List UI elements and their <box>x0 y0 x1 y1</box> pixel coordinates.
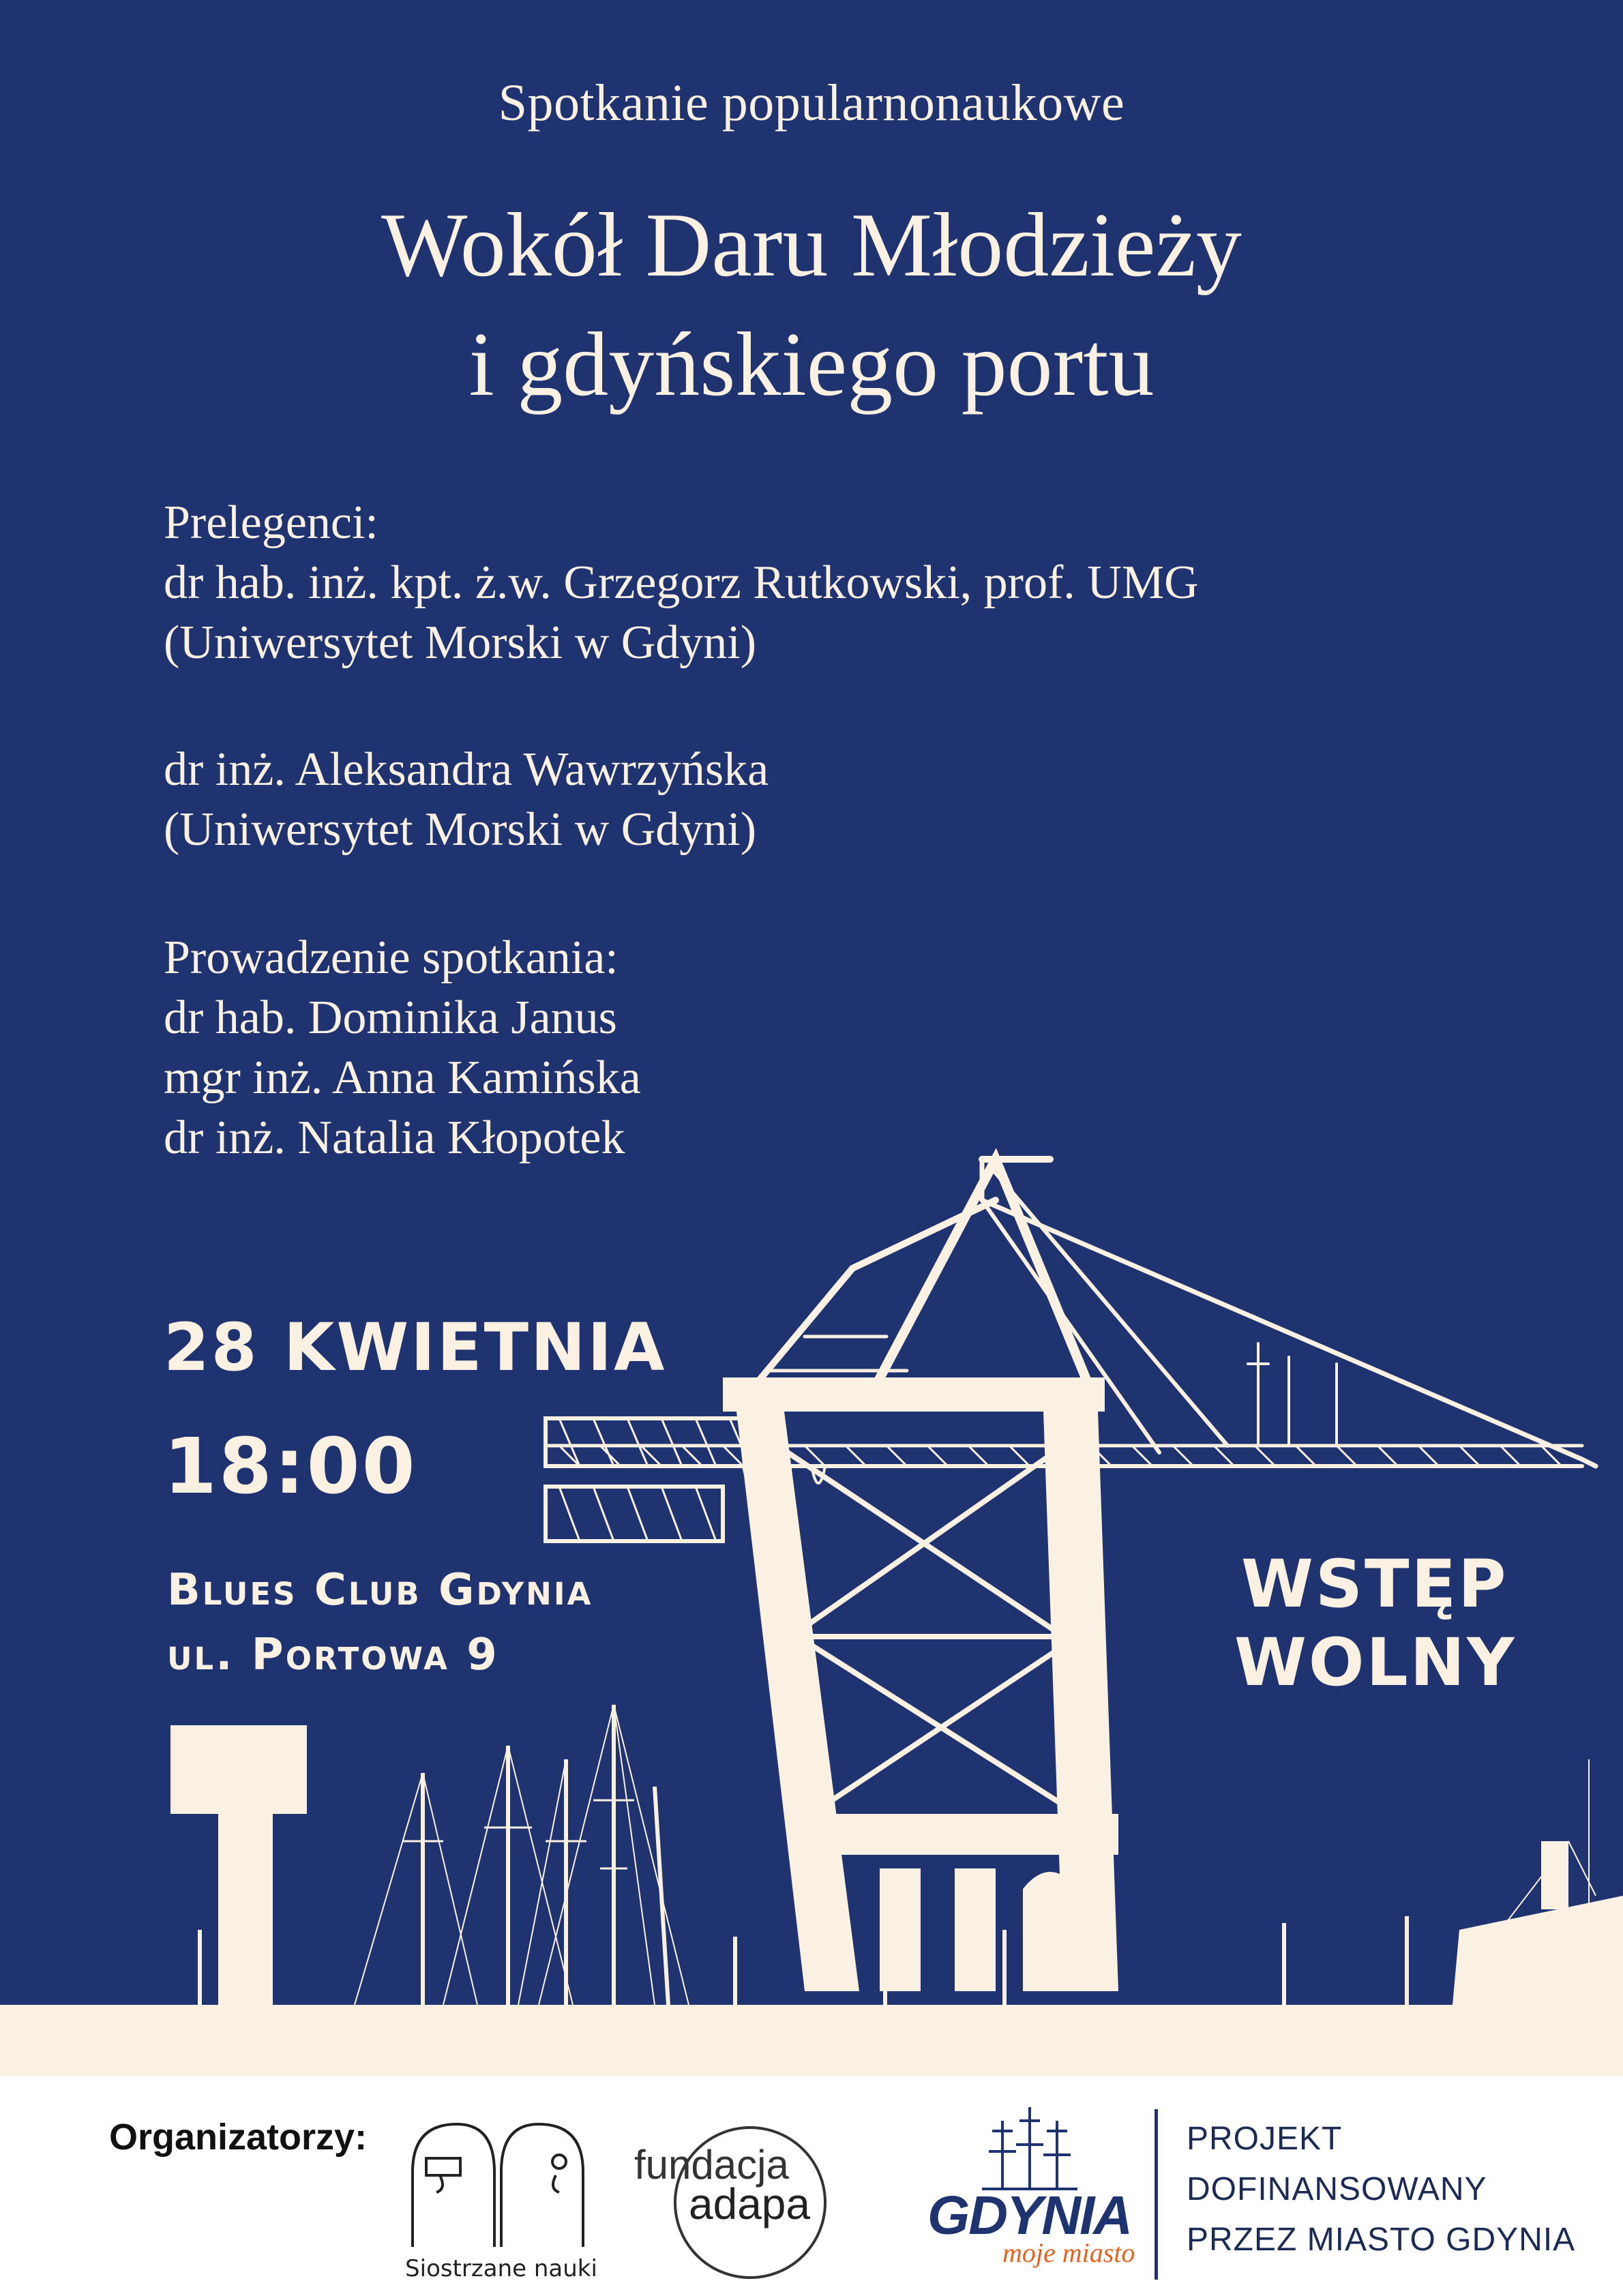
event-title-line1: Wokół Daru Młodzieży <box>381 194 1242 295</box>
event-date: 28 KWIETNIA <box>164 1309 667 1386</box>
event-subtitle: Spotkanie popularnonaukowe <box>498 74 1125 132</box>
host-1: dr hab. Dominika Janus <box>164 992 617 1044</box>
speaker1-name: dr hab. inż. kpt. ż.w. Grzegorz Rutkowski, prof. UMG <box>164 556 1199 609</box>
admission-line2: WOLNY <box>1234 1624 1517 1701</box>
sailing-ship-icon <box>927 2100 1132 2196</box>
organizer2-name-top: fundacja <box>634 2142 789 2188</box>
host-3: dr inż. Natalia Kłopotek <box>164 1112 625 1164</box>
organizer2-name-bottom: adapa <box>689 2179 810 2228</box>
organizers-label: Organizatorzy: <box>109 2117 368 2158</box>
event-time: 18:00 <box>164 1422 417 1511</box>
event-venue: Blues Club Gdynia <box>167 1565 593 1615</box>
two-heads-logo-icon <box>399 2111 597 2254</box>
host-2: mgr inż. Anna Kamińska <box>164 1052 641 1104</box>
speaker2-affiliation: (Uniwersytet Morski w Gdyni) <box>164 803 757 856</box>
event-title-line2: i gdyńskiego portu <box>468 314 1155 415</box>
funding-line1: PROJEKT <box>1187 2121 1343 2157</box>
funding-line3: PRZEZ MIASTO GDYNIA <box>1187 2222 1576 2258</box>
speaker2-name: dr inż. Aleksandra Wawrzyńska <box>164 743 769 796</box>
footer-divider <box>1155 2109 1158 2280</box>
funding-line2: DOFINANSOWANY <box>1187 2171 1487 2207</box>
footer <box>0 2076 1623 2296</box>
event-address: ul. Portowa 9 <box>167 1630 499 1680</box>
speaker1-affiliation: (Uniwersytet Morski w Gdyni) <box>164 616 757 669</box>
hosts-heading: Prowadzenie spotkania: <box>164 931 619 984</box>
organizer1-name: Siostrzane nauki <box>405 2255 597 2282</box>
speakers-heading: Prelegenci: <box>164 496 378 549</box>
city-logo-name: GDYNIA <box>927 2185 1132 2246</box>
city-logo-tagline: moje miasto <box>1002 2237 1135 2268</box>
admission-line1: WSTĘP <box>1241 1546 1508 1622</box>
